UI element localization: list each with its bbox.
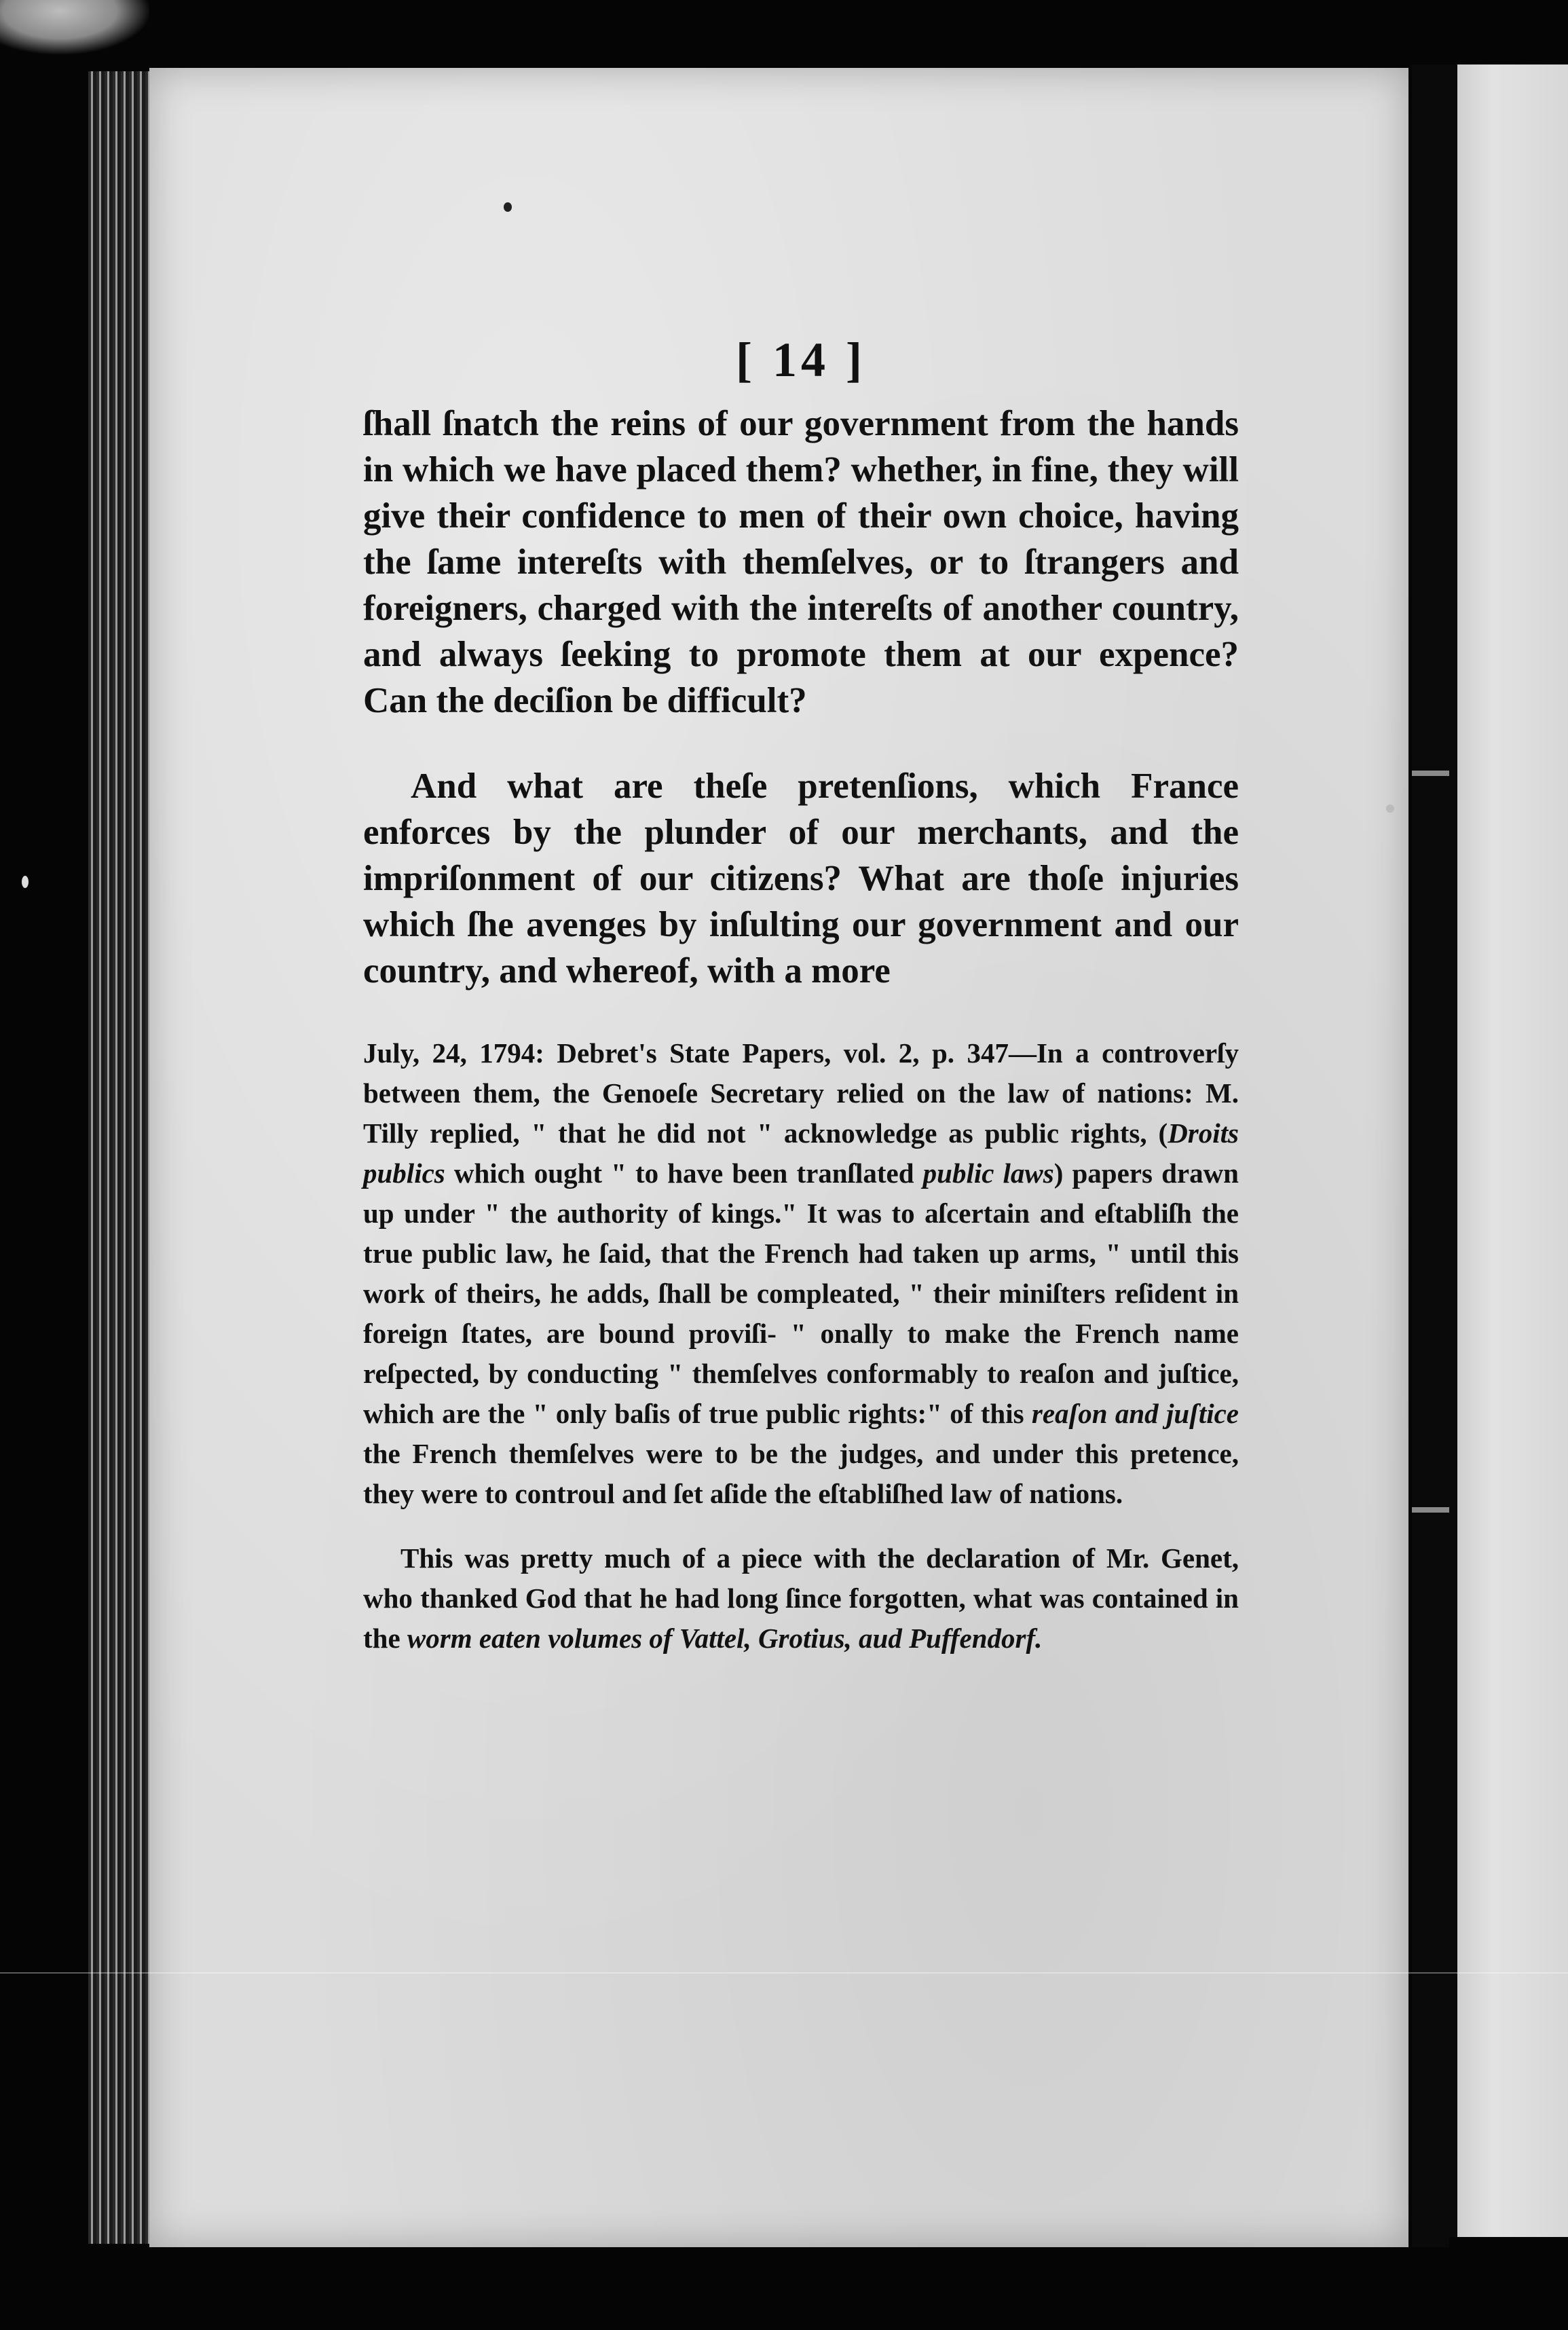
footnote-italic: worm eaten volumes of Vattel, Grotius, aud Puffendorf.: [407, 1623, 1043, 1654]
footnote-italic: Droits publics: [363, 1117, 1239, 1189]
footnote-italic: public laws: [922, 1158, 1054, 1189]
footnote: [363, 1033, 1239, 1514]
ink-speck: [1386, 805, 1394, 813]
facing-page-edge: [1449, 64, 1568, 2237]
body-paragraph: And what are theſe pretenſions, which France enforces by the plunder of our merchants, and the impriſonment of our citizens? What are thoſe injuries which ſhe avenges by inſulting our government and our country, and whereof, with a more: [363, 766, 1239, 991]
page-number: [ 14 ]: [736, 333, 866, 387]
footnote-text: the French themſelves were to be the judges, and under this pretence, they were to controul and ſet aſide the eſtabliſhed law of nations.: [363, 1438, 1239, 1509]
binding-mark: [1412, 1507, 1453, 1513]
page-text-block: [363, 326, 1239, 1659]
page-stack-edge: [88, 71, 153, 2244]
footnote-text: ) papers drawn up under " the authority of kings." It was to aſcertain and eſtabliſh the true public law, he ſaid, that the French had taken up arms, " until this work of theirs, he adds, ſhall be compleated, " their miniſters reſident in foreign ſtates, are bound proviſi- " onally to make the French name reſpected, by conducting " themſelves conformably to reaſon and juſtice, which are the " only baſis of true public rights:" of this: [363, 1158, 1239, 1429]
footnote-text: which ought " to have been tranſlated: [445, 1158, 923, 1189]
scan-blot: [0, 0, 149, 54]
footnote: [363, 1538, 1239, 1659]
footnote-text: July, 24, 1794: Debret's State Papers, vol. 2, p. 347—In a controverſy between them, the Genoeſe Secretary relied on the law of nations: M. Tilly replied, " that he did not " acknowledge as public rights, (: [363, 1037, 1239, 1149]
binding-gutter: [1412, 64, 1449, 2247]
body-paragraph: ſhall ſnatch the reins of our government from the hands in which we have placed them? whether, in fine, they will give their confidence to men of their own choice, having the ſame intereſts with themſelves, or to ſtrangers and foreigners, charged with the intereſts of another country, and always ſeeking to promote them at our expence? Can the deciſion be difficult?: [363, 404, 1239, 720]
scan-artifact-line: [0, 1972, 1568, 1974]
ink-speck: [504, 202, 512, 212]
ink-speck: [22, 876, 29, 888]
footnote-text: This was pretty much of a piece with the declaration of Mr. Genet, who thanked God that he had long ſince forgotten, what was contained in the: [363, 1542, 1239, 1654]
footnote-italic: reaſon and juſtice: [1031, 1398, 1239, 1429]
binding-mark: [1412, 771, 1453, 776]
